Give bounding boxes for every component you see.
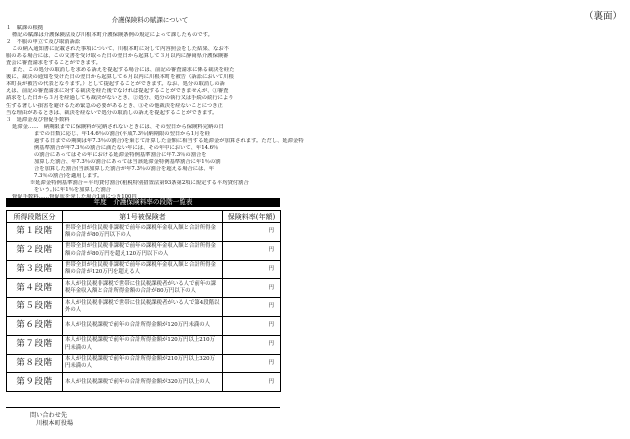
table-row xyxy=(7,241,281,260)
footer-rule xyxy=(6,407,280,408)
body-line: 査会に審査請求をすることができます。 xyxy=(6,60,101,67)
rate-cell: 円 xyxy=(223,279,281,298)
rate-cell: 円 xyxy=(223,373,281,392)
header-annual-rate: 保険料率(年額) xyxy=(223,211,281,223)
body-line: 請求をした日から３月を経過しても裁決がないとき、②処分、処分の執行又は手続の続行により xyxy=(6,95,234,102)
rate-cell: 円 xyxy=(223,298,281,317)
description-cell: 本人が住民税課税で前年の合計所得金額が320万円以上の人 xyxy=(63,373,223,392)
header-income-stage: 所得段階区分 xyxy=(7,211,63,223)
rate-cell: 円 xyxy=(223,335,281,354)
body-line: この納入通知書に記載された事項について、川根本町に対して内容照会をした結果、なお不 xyxy=(12,46,229,53)
rate-cell: 円 xyxy=(223,354,281,373)
rate-cell: 円 xyxy=(223,260,281,279)
body-line: 過する日までの期間は年7.3％の割合)を乗じて計算した金額に相当する延滞金が加算されます。ただし、延滞金特 xyxy=(34,137,304,144)
rate-table-caption: 年度 介護保険料率の段階一覧表 xyxy=(6,198,280,207)
table-row xyxy=(7,223,281,242)
body-line: 7.3％の割合)を適用します。 xyxy=(34,172,103,179)
table-row xyxy=(7,279,281,298)
stage-cell: 第７段階 xyxy=(7,335,63,354)
body-line: 生ずる著しい損害を避けるため緊急の必要があるとき、③その他裁決を経ないことにつき正 xyxy=(6,102,223,109)
description-cell: 世帯全員が住民税非課税で前年の課税年金収入額と合計所得金額の合計が80万円を超え120万円以下の人 xyxy=(63,241,223,260)
description-cell: 本人が住民税課税で前年の合計所得金額が120万円未満の人 xyxy=(63,316,223,335)
body-line: また、この処分の取消しを求める訴えを提起する場合には、前記の審査請求に係る裁決を経た xyxy=(12,67,235,74)
description-cell: 本人が住民税課税で前年の合計所得金額が120万円以上210万円未満の人 xyxy=(63,335,223,354)
body-line: ※延滞金特例基準割合＝平均貸付割合(租税特別措置法第93条第2項に規定する平均貸付割合 xyxy=(30,180,249,187)
table-row xyxy=(7,316,281,335)
contact-label: 問い合わせ先 xyxy=(30,412,68,419)
rate-cell: 円 xyxy=(223,316,281,335)
body-line: １ 賦課の根拠 xyxy=(6,25,44,31)
body-line: 合を加算した割合(当該加算した割合が年7.3％の割合を超える場合には、年 xyxy=(34,165,214,172)
stage-cell: 第１段階 xyxy=(7,223,63,242)
page-side-label: （裏面） xyxy=(584,11,623,22)
rate-cell: 円 xyxy=(223,223,281,242)
body-line: 本町長が被告の代表となります。）として提起することができます。なお、処分の取消しの訴 xyxy=(6,81,225,88)
stage-cell: 第８段階 xyxy=(7,354,63,373)
body-line: ２ 不服の申立て及び取消訴訟 xyxy=(6,39,81,46)
description-cell: 世帯全員が住民税非課税で前年の課税年金収入額と合計所得金額の合計が120万円を超える人 xyxy=(63,260,223,279)
stage-cell: 第９段階 xyxy=(7,373,63,392)
body-line: えは、前記の審査請求に対する裁決を経た後でなければ提起することができませんが、①審査 xyxy=(6,88,229,95)
header-insured-category: 第1号被保険者 xyxy=(63,211,223,223)
body-line: 後に、裁決の通知を受けた日の翌日から起算して６月以内に川根本町を被告（訴訟において川根 xyxy=(6,74,234,81)
table-row xyxy=(7,335,281,354)
body-line: までの日数に応じ、年14.6％の割合(平成7.3％(納期限の翌日から1月を経 xyxy=(34,130,211,137)
contact-block xyxy=(30,412,73,428)
table-row xyxy=(7,298,281,317)
description-cell: 本人が住民税非課税で世帯に住民税課税者がいる人で第4段階以外の人 xyxy=(63,298,223,317)
stage-cell: 第４段階 xyxy=(7,279,63,298)
notice-body xyxy=(6,25,306,201)
description-cell: 本人が住民税非課税で世帯に住民税課税者がいる人で前年の課税年金収入額と合計所得金額の合計が80万円以下の人 xyxy=(63,279,223,298)
description-cell: 世帯全員が住民税非課税で前年の課税年金収入額と合計所得金額の合計が80万円以下の人 xyxy=(63,223,223,242)
contact-office: 川根本町役場 xyxy=(36,420,74,427)
body-line: をいう。)に年1％を加算した割合 xyxy=(34,187,111,194)
table-row xyxy=(7,373,281,392)
body-line: 標記の賦課は介護保険法及び川根本町介護保険条例の規定によって課したものです。 xyxy=(12,32,213,39)
stage-cell: 第２段階 xyxy=(7,241,63,260)
body-line: 加算した割合、年7.3％の割合にあっては当該延滞金特例基準割合に年1％の割 xyxy=(34,158,221,165)
table-row xyxy=(7,260,281,279)
body-line: の割合にあってはその年における延滞金特例基準割合に年7.3％の割合を xyxy=(34,151,207,158)
body-line: 服のある場合には、この文書を受け取った日の翌日から起算して３月以内に静岡県介護保険審 xyxy=(6,53,229,60)
table-row xyxy=(7,354,281,373)
body-line: ３ 延滞金及び督促手数料 xyxy=(6,116,70,123)
body-line: 例基準割合が年7.3％の割合に満たない年には、その年中において、年14.6％ xyxy=(34,144,219,151)
stage-cell: 第５段階 xyxy=(7,298,63,317)
stage-cell: 第３段階 xyxy=(7,260,63,279)
body-line: 延滞金…… 納期限までに保険料が完納されないときには、その翌日から保険料完納の日 xyxy=(12,123,224,130)
rate-table xyxy=(6,210,281,392)
body-line: 当な理由があるときは、裁決を経ないで処分の取消しの訴えを提起することができます。 xyxy=(6,109,218,116)
description-cell: 本人が住民税課税で前年の合計所得金額が210万円以上320万円未満の人 xyxy=(63,354,223,373)
stage-cell: 第６段階 xyxy=(7,316,63,335)
rate-table-header-row xyxy=(7,211,281,223)
rate-cell: 円 xyxy=(223,241,281,260)
document-title: 介護保険料の賦課について xyxy=(111,16,189,24)
